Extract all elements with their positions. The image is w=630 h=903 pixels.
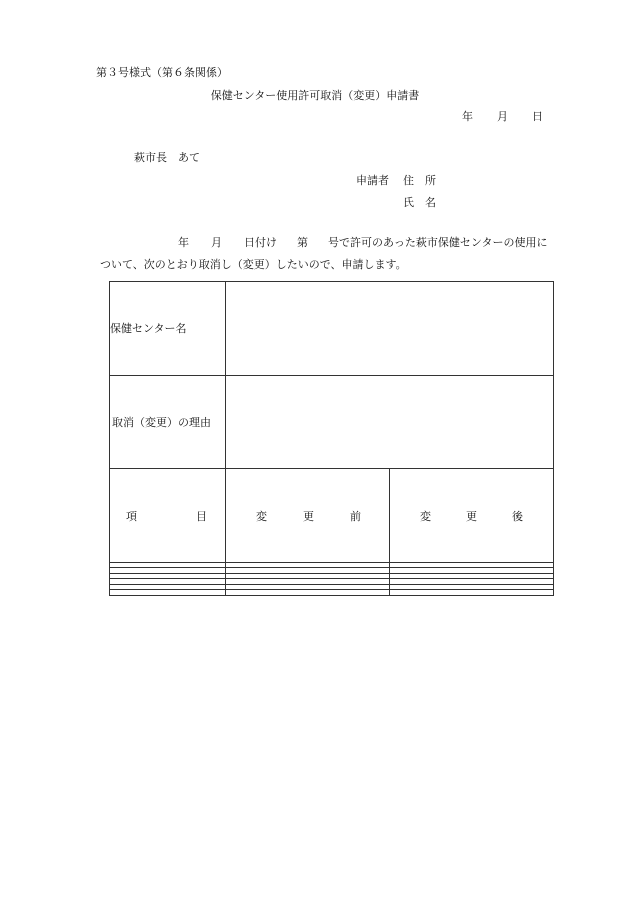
applicant-label: 申請者 <box>356 174 389 187</box>
header-row <box>110 469 554 563</box>
before-cell[interactable] <box>226 590 390 596</box>
date-year-label: 年 <box>462 110 473 123</box>
header-after-char-3: 後 <box>512 509 523 523</box>
table-row <box>110 590 554 596</box>
header-before-char-1: 変 <box>256 509 267 523</box>
header-before-char-2: 更 <box>303 509 314 523</box>
item-cell[interactable] <box>110 590 226 596</box>
center-name-label: 保健センター名 <box>110 282 226 376</box>
header-item-char-1: 項 <box>126 509 137 523</box>
body-dated: 日付け <box>244 236 277 249</box>
center-name-row <box>110 282 554 376</box>
date-day-label: 日 <box>532 110 543 123</box>
header-after-char-1: 変 <box>420 509 431 523</box>
header-item-char-2: 目 <box>196 509 207 523</box>
header-item <box>110 469 226 563</box>
after-cell[interactable] <box>390 590 554 596</box>
body-text-line-2: ついて、次のとおり取消し（変更）したいので、申請します。 <box>100 258 407 271</box>
body-year: 年 <box>178 236 189 249</box>
reason-row <box>110 375 554 469</box>
address-label: 住 所 <box>403 174 436 187</box>
name-label: 氏 名 <box>403 196 436 209</box>
form-number: 第３号様式（第６条関係） <box>96 66 228 79</box>
body-line1-rest: 号で許可のあった萩市保健センターの使用に <box>328 236 548 249</box>
reason-field[interactable] <box>226 375 554 469</box>
body-number-prefix: 第 <box>297 236 308 249</box>
header-after <box>390 469 554 563</box>
header-before-char-3: 前 <box>350 509 361 523</box>
application-table <box>109 281 554 596</box>
addressee: 萩市長 あて <box>134 151 200 164</box>
header-before <box>226 469 390 563</box>
document-title: 保健センター使用許可取消（変更）申請書 <box>210 89 420 102</box>
center-name-field[interactable] <box>226 282 554 376</box>
reason-label: 取消（変更）の理由 <box>110 375 226 469</box>
body-text-line-1 <box>110 236 547 250</box>
date-month-label: 月 <box>497 110 508 123</box>
header-after-char-2: 更 <box>466 509 477 523</box>
body-month: 月 <box>211 236 222 249</box>
